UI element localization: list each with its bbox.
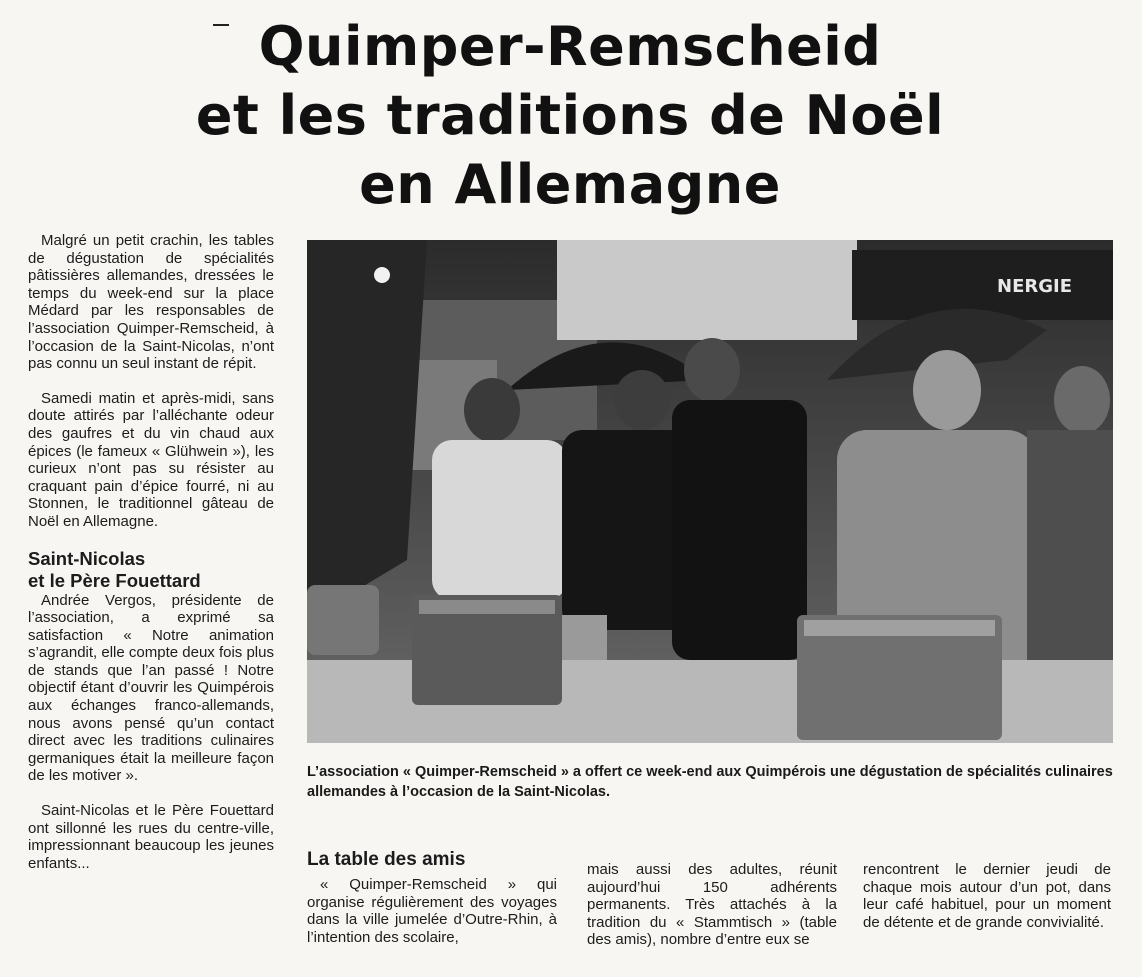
article-column-3 <box>587 861 837 949</box>
article-paragraph-4: Saint-Nicolas et le Père Fouettard ont sillonné les rues du centre-ville, impressionnant beaucoup les jeunes enfants... <box>28 802 274 872</box>
subheading-table-des-amis: La table des amis <box>307 849 466 870</box>
headline-line-2: et les traditions de Noël <box>195 84 945 147</box>
article-column-1 <box>28 232 274 889</box>
article-paragraph-1: Malgré un petit crachin, les tables de dégustation de spécialités pâtissières allemandes, dressées le temps du week-end sur la place Médard par les responsables de l’association Quimper-Remscheid, à l’occasion de la Saint-Nicolas, n’ont pas connu un seul instant de répit. <box>28 232 274 373</box>
shop-sign-text: NERGIE <box>997 276 1072 297</box>
photo-illustration <box>307 240 1113 743</box>
article-paragraph-3: Andrée Vergos, présidente de l’association, a exprimé sa satisfaction « Notre animation s’agrandit, elle compte deux fois plus de stands que l’an passé ! Notre objectif étant d’ouvrir les Quimpérois aux échanges franco-allemands, nous avons pensé qu’un contact direct avec les traditions culinaires germaniques était la meilleure façon de les motiver ». <box>28 591 274 785</box>
headline-line-1: Quimper-Remscheid <box>258 15 882 78</box>
article-column-4 <box>863 861 1111 931</box>
article-paragraph-7: rencontrent le dernier jeudi de chaque mois autour d’un pot, dans leur café habituel, pour un moment de détente et de grande convivialité. <box>863 861 1111 931</box>
page-headline <box>150 12 990 219</box>
article-paragraph-5: « Quimper-Remscheid » qui organise régulièrement des voyages dans la ville jumelée d’Outre-Rhin, à l’intention des scolaire, <box>307 876 557 946</box>
article-paragraph-6: mais aussi des adultes, réunit aujourd’hui 150 adhérents permanents. Très attachés à la tradition du « Stammtisch » (table des amis), nombre d’entre eux se <box>587 861 837 949</box>
subheading-line-1: Saint-Nicolas <box>28 547 146 569</box>
subheading-saint-nicolas <box>28 548 274 592</box>
article-paragraph-2: Samedi matin et après-midi, sans doute attirés par l’alléchante odeur des gaufres et du vin chaud aux épices (le fameux « Glühwein »), les curieux n’ont pas su résister au craquant pain d’épice fourré, ni au Stonnen, le traditionnel gâteau de Noël en Allemagne. <box>28 389 274 530</box>
news-photo <box>307 240 1113 743</box>
headline-line-3: en Allemagne <box>359 153 781 216</box>
photo-caption: L’association « Quimper-Remscheid » a offert ce week-end aux Quimpérois une dégustation de spécialités culinaires allemandes à l’occasion de la Saint-Nicolas. <box>307 764 1113 800</box>
subheading-line-2: et le Père Fouettard <box>28 569 201 591</box>
article-column-2 <box>307 848 557 946</box>
